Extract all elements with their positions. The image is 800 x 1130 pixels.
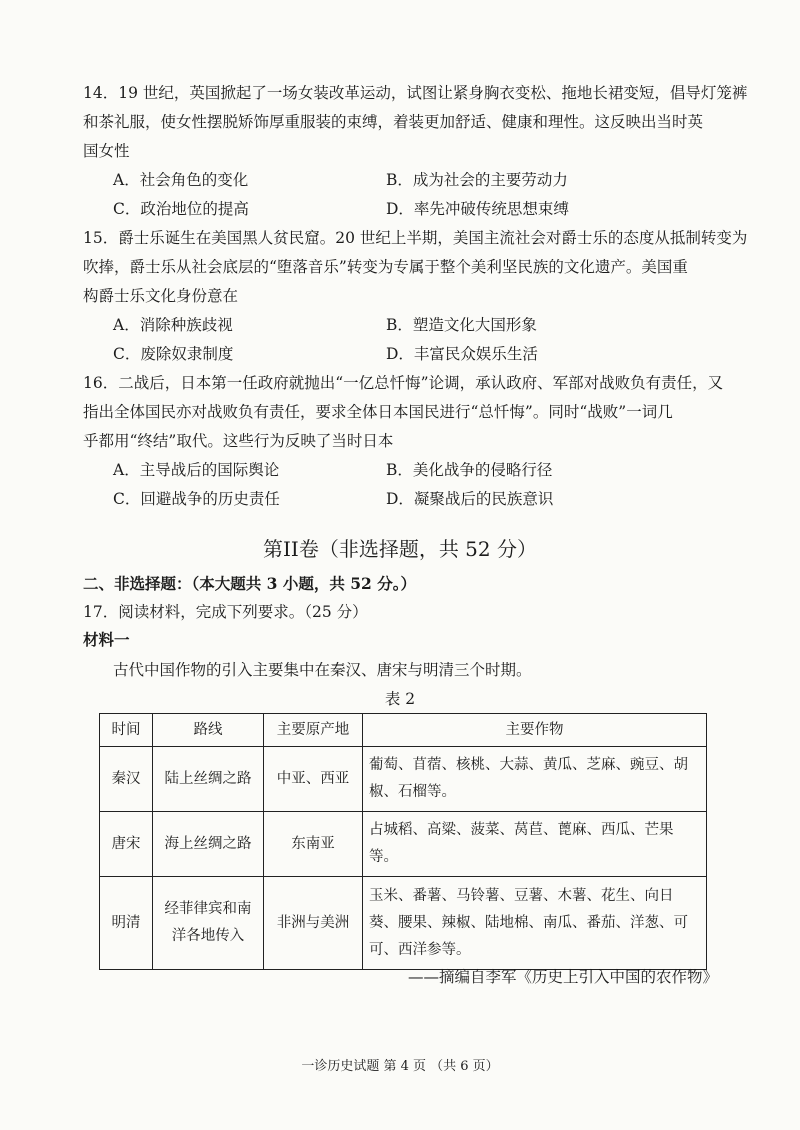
table-row (100, 877, 707, 970)
q14-line-1: 14．19 世纪，英国掀起了一场女装改革运动，试图让紧身胸衣变松、拖地长裙变短，倡导灯笼裤 (83, 84, 748, 102)
q15-option-b: B．塑造文化大国形象 (386, 316, 537, 334)
q16-option-d: D．凝聚战后的民族意识 (386, 490, 554, 508)
material-label: 材料一 (83, 630, 130, 649)
cell-origin: 东南亚 (264, 812, 363, 877)
cell-origin: 中亚、西亚 (264, 747, 363, 812)
q16-line-3: 乎都用“终结”取代。这些行为反映了当时日本 (83, 432, 394, 450)
q16-line-1: 16．二战后，日本第一任政府就抛出“一亿总忏悔”论调，承认政府、军部对战败负有责任，又 (83, 374, 724, 392)
cell-origin: 非洲与美洲 (264, 877, 363, 970)
q15-option-a: A．消除种族歧视 (113, 316, 233, 334)
cell-crops: 玉米、番薯、马铃薯、豆薯、木薯、花生、向日葵、腰果、辣椒、陆地棉、南瓜、番茄、洋葱、可可、西洋参等。 (363, 877, 707, 970)
source-citation: ——摘编自李军《历史上引入中国的农作物》 (407, 968, 718, 986)
table-row (100, 812, 707, 877)
q14-option-d: D．率先冲破传统思想束缚 (386, 200, 569, 218)
header-period: 时间 (100, 714, 153, 747)
cell-period: 明清 (100, 877, 153, 970)
cell-route: 经菲律宾和南洋各地传入 (153, 877, 264, 970)
cell-period: 秦汉 (100, 747, 153, 812)
q15-line-3: 构爵士乐文化身份意在 (83, 287, 239, 305)
cell-route: 海上丝绸之路 (153, 812, 264, 877)
header-origin: 主要原产地 (264, 714, 363, 747)
header-crops: 主要作物 (363, 714, 707, 747)
q15-option-c: C．废除奴隶制度 (113, 345, 234, 363)
q16-option-b: B．美化战争的侵略行径 (386, 461, 553, 479)
cell-crops: 占城稻、高粱、菠菜、莴苣、蓖麻、西瓜、芒果等。 (363, 812, 707, 877)
q14-line-3: 国女性 (83, 142, 130, 160)
q14-line-2: 和茶礼服，使女性摆脱矫饰厚重服装的束缚，着装更加舒适、健康和理性。这反映出当时英 (83, 113, 704, 131)
q15-option-d: D．丰富民众娱乐生活 (386, 345, 538, 363)
q14-option-c: C．政治地位的提高 (113, 200, 249, 218)
q16-option-c: C．回避战争的历史责任 (113, 490, 280, 508)
cell-period: 唐宋 (100, 812, 153, 877)
table-header-row (100, 714, 707, 747)
q14-option-b: B．成为社会的主要劳动力 (386, 171, 568, 189)
q16-line-2: 指出全体国民亦对战败负有责任，要求全体日本国民进行“总忏悔”。同时“战败”一词几 (83, 403, 673, 421)
table-row (100, 747, 707, 812)
cell-route: 陆上丝绸之路 (153, 747, 264, 812)
crops-table (99, 713, 707, 970)
section-2-heading: 二、非选择题：（本大题共 3 小题，共 52 分。） (83, 574, 416, 593)
q15-line-2: 吹捧，爵士乐从社会底层的“堕落音乐”转变为专属于整个美利坚民族的文化遗产。美国重 (83, 258, 688, 276)
table-caption: 表 2 (384, 690, 416, 708)
section-2-title: 第II卷（非选择题，共 52 分） (263, 537, 537, 561)
material-intro: 古代中国作物的引入主要集中在秦汉、唐宋与明清三个时期。 (113, 661, 532, 679)
q14-option-a: A．社会角色的变化 (113, 171, 249, 189)
q16-option-a: A．主导战后的国际舆论 (113, 461, 280, 479)
question-17-prompt: 17．阅读材料，完成下列要求。（25 分） (83, 603, 368, 621)
page-footer: 一诊历史试题 第 4 页 （共 6 页） (301, 1059, 499, 1074)
cell-crops: 葡萄、苜蓿、核桃、大蒜、黄瓜、芝麻、豌豆、胡椒、石榴等。 (363, 747, 707, 812)
header-route: 路线 (153, 714, 264, 747)
q15-line-1: 15．爵士乐诞生在美国黑人贫民窟。20 世纪上半期，美国主流社会对爵士乐的态度从抵制转变为 (83, 229, 748, 247)
